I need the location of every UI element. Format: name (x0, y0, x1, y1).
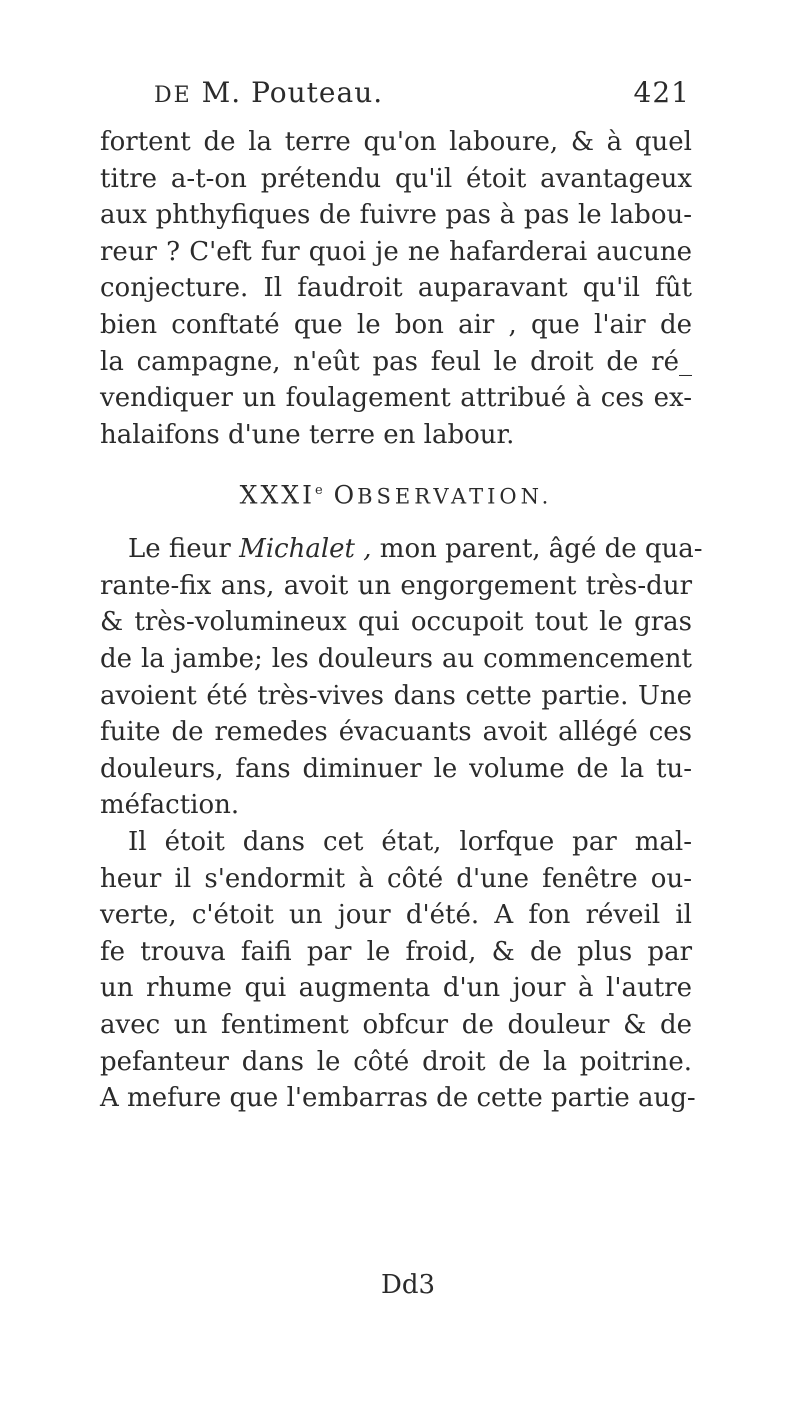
text-line: bien conftaté que le bon air , que l'air de (100, 309, 692, 340)
text-line: rante-fix ans, avoit un engorgement très-dur (100, 570, 692, 601)
text-line: pefanteur dans le côté droit de la poitrine. (100, 1046, 692, 1077)
text-line: avoient été très-vives dans cette partie. Une (100, 680, 692, 711)
running-head-de: DE (154, 83, 192, 108)
body-text (100, 124, 703, 1117)
signature-mark: Dd3 (381, 1270, 436, 1300)
text-line: la campagne, n'eût pas feul le droit de ré_ (100, 346, 692, 377)
text-line: conjecture. Il faudroit auparavant qu'il fût (100, 273, 692, 304)
text-line: & très-volumineux qui occupoit tout le gras (100, 607, 692, 638)
observation-word-rest: BSERVATION. (357, 484, 553, 509)
observation-word-initial: O (333, 480, 358, 510)
text-line: méfaction. (100, 790, 240, 821)
text-line: reur ? C'eft fur quoi je ne hafarderai aucune (100, 236, 692, 267)
observation-number: XXXI (239, 480, 315, 510)
text-line: halaifons d'une terre en labour. (100, 419, 515, 450)
text-line: un rhume qui augmenta d'un jour à l'autre (100, 973, 692, 1004)
page-number: 421 (633, 76, 690, 109)
text-line: aux phthyfiques de fuivre pas à pas le labou- (100, 200, 692, 231)
text-line: fuite de remedes évacuants avoit allégé ces (100, 717, 692, 748)
text-line: avec un fentiment obfcur de douleur & de (100, 1009, 692, 1040)
text-segment: mon parent, âgé de qua- (379, 534, 703, 565)
person-name: Michalet , (239, 534, 372, 565)
text-line: heur il s'endormit à côté d'une fenêtre ou- (100, 863, 692, 894)
observation-number-suffix: e (314, 483, 323, 499)
text-line: Il étoit dans cet état, lorfque par mal- (128, 827, 692, 858)
text-line: A mefure que l'embarras de cette partie aug- (100, 1083, 696, 1114)
text-line: verte, c'étoit un jour d'été. A fon réveil il (100, 900, 692, 931)
running-head-title (154, 76, 383, 109)
observation-heading (100, 473, 692, 515)
text-line: fe trouva faifi par le froid, & de plus par (100, 936, 692, 967)
text-line: douleurs, fans diminuer le volume de la tu- (100, 753, 692, 784)
text-line: vendiquer un foulagement attribué à ces ex- (100, 383, 692, 414)
text-line: titre a-t-on prétendu qu'il étoit avantageux (100, 163, 692, 194)
text-segment: Le fieur (128, 534, 231, 565)
text-line (100, 531, 703, 568)
running-head-author: M. Pouteau. (201, 76, 384, 109)
running-head (154, 76, 690, 120)
text-line: fortent de la terre qu'on laboure, & à quel (100, 127, 692, 157)
text-line: de la jambe; les douleurs au commencement (100, 644, 692, 675)
